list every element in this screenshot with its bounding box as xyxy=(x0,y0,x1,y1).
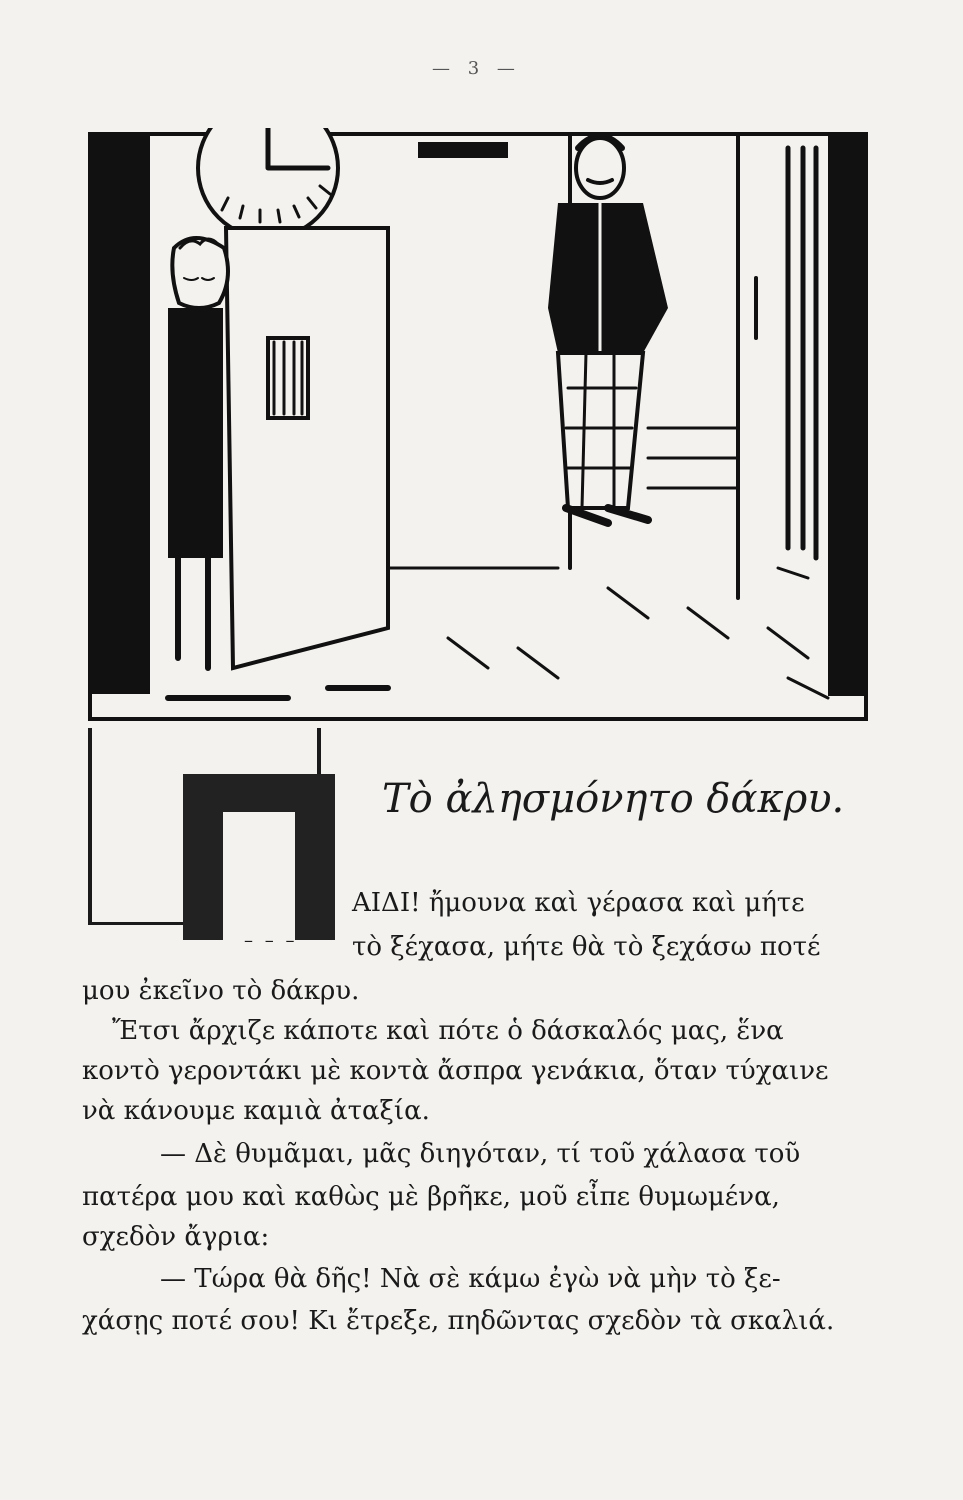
text-line: — Τώρα θὰ δῆς! Νὰ σὲ κάμω ἐγὼ νὰ μὴν τὸ ξε- xyxy=(160,1264,781,1294)
text-line: χάσῃς ποτέ σου! Κι ἔτρεξε, πηδῶντας σχεδὸν τὰ σκαλιά. xyxy=(82,1306,835,1336)
decorative-dashes: – – – xyxy=(244,930,298,951)
drop-cap xyxy=(183,774,335,940)
chapter-title: Τὸ ἀλησμόνητο δάκρυ. xyxy=(382,776,845,822)
text-line: τὸ ξέχασα, μήτε θὰ τὸ ξεχάσω ποτέ xyxy=(352,932,821,962)
text-line: μου ἐκεῖνο τὸ δάκρυ. xyxy=(82,976,360,1006)
page-number: — 3 — xyxy=(432,58,521,79)
classroom-scene-illustration xyxy=(88,128,868,728)
text-line: — Δὲ θυμᾶμαι, μᾶς διηγόταν, τί τοῦ χάλασα τοῦ xyxy=(160,1139,801,1169)
frame-line-left xyxy=(88,728,92,924)
text-line: Ἔτσι ἄρχιζε κάποτε καὶ πότε ὁ δάσκαλός μας, ἕνα xyxy=(112,1016,784,1046)
text-line: κοντὸ γεροντάκι μὲ κοντὰ ἄσπρα γενάκια, ὅταν τύχαινε xyxy=(82,1056,829,1086)
text-line: νὰ κάνουμε καμιὰ ἀταξία. xyxy=(82,1096,430,1126)
frame-line-bottom xyxy=(88,922,184,925)
frame-line-right xyxy=(317,728,321,778)
text-line: πατέρα μου καὶ καθὼς μὲ βρῆκε, μοῦ εἶπε θυμωμένα, xyxy=(82,1182,780,1212)
text-line: σχεδὸν ἄγρια: xyxy=(82,1222,270,1252)
text-line: ΑΙΔΙ! ἤμουνα καὶ γέρασα καὶ μήτε xyxy=(352,888,805,918)
